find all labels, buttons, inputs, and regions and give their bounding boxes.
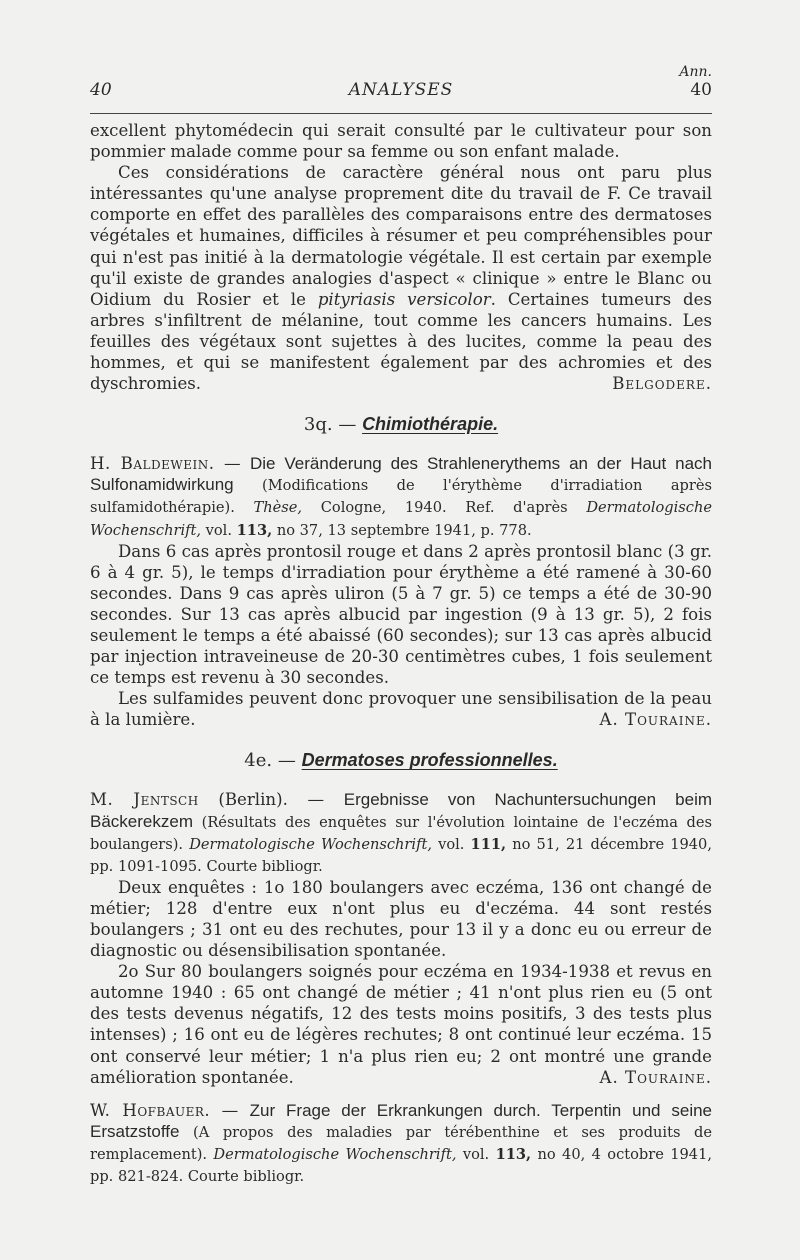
entry-citation: M. Jentsch (Berlin). — Ergebnisse von Nachuntersuchungen beim Bäckerekzem (Résultats des enquêtes sur l'évolution lointaine de l'eczéma des boulangers). Dermatologische Wochenschrift, vol. 111, no 51, 21 décembre 1940, pp. 1091-1095. Courte bibliogr. [90, 790, 713, 875]
german-title: Ergebnisse von Nachuntersuchungen beim Bäckerekzem [90, 790, 713, 831]
signature-touraine: A. Touraine. [599, 710, 712, 730]
author: H. Baldewein. [90, 454, 215, 474]
section-heading-dermatoses [90, 748, 712, 773]
german-title: Zur Frage der Erkrankungen durch. Terpentin und seine Ersatzstoffe [90, 1100, 712, 1141]
entry-paragraph: Deux enquêtes : 1o 180 boulangers avec eczéma, 136 ont changé de métier; 128 d'entre eux n'ont plus eu d'eczéma. 44 sont restés boulangers ; 31 ont eu des rechutes, pour 13 il y a donc eu ou erreur de diagnostic ou désensibilisation spontanée. [90, 877, 712, 961]
signature-touraine: A. Touraine. [599, 1067, 712, 1087]
entry-citation: H. Baldewein. — Die Veränderung des Strahlenerythems an der Haut nach Sulfonamidwirkung (Modifications de l'érythème d'irradiation après sulfamidothérapie). Thèse, Cologne, 1940. Ref. d'après Dermatologische Wochenschrift, vol. 113, no 37, 13 septembre 1941, p. 778. [90, 454, 712, 539]
italic-term: pityriasis versicolor [317, 289, 491, 309]
author: W. Hofbauer. [90, 1100, 211, 1120]
intro-paragraph-1: excellent phytomédecin qui serait consulté par le cultivateur pour son pommier malade comme pour sa femme ou son enfant malade. [90, 121, 712, 162]
entry-paragraph: 2o Sur 80 boulangers soignés pour eczéma en 1934-1938 et revus en automne 1940 : 65 ont changé de métier ; 41 n'ont plus rien eu (5 ont des tests devenus négatifs, 12 des tests moins positifs, 3 des tests plus intenses) ; 16 ont eu de légères rechutes; 8 ont continué leur eczéma. 15 ont conservé leur métier; 1 n'a plus rien eu; 2 ont montré une grande amélioration spontanée. A. Touraine. [90, 962, 712, 1087]
running-header [90, 80, 712, 106]
german-title: Die Veränderung des Strahlenerythems an der Haut nach Sulfonamidwirkung [90, 454, 712, 495]
entry-baldewein [90, 453, 712, 730]
entry-hofbauer [90, 1100, 712, 1187]
page-number-right: 40 [690, 80, 712, 100]
signature-belgodere: Belgodere. [612, 374, 712, 394]
entry-paragraph: Dans 6 cas après prontosil rouge et dans 2 après prontosil blanc (3 gr. 6 à 4 gr. 5), le temps d'irradiation pour érythème a été ramené à 30-60 secondes. Dans 9 cas après uliron (5 à 7 gr. 5) ce temps a été de 30-90 secondes. Sur 13 cas après albucid par ingestion (9 à 13 gr. 5), 2 fois seulement le temps a été abaissé (60 secondes); sur 13 cas après albucid par injection intraveineuse de 20-30 centimètres cubes, 1 fois seulement ce temps est revenu à 30 secondes. [90, 541, 712, 688]
section-number: 3q. — [303, 414, 357, 436]
entry-jentsch [90, 789, 712, 1087]
section-number: 4e. — [244, 750, 296, 772]
page-number-left: 40 [90, 80, 112, 100]
running-title: ANALYSES [348, 80, 454, 100]
section-title: Chimiothérapie. [362, 414, 499, 435]
entry-paragraph: Les sulfamides peuvent donc provoquer une sensibilisation de la peau à la lumière. A. Touraine. [90, 689, 712, 730]
marginal-annotation: Ann. [679, 64, 712, 80]
section-title: Dermatoses professionnelles. [301, 750, 558, 771]
intro-paragraph-2: Ces considérations de caractère général nous ont paru plus intéressantes qu'une analyse proprement dite du travail de F. Ce travail comporte en effet des parallèles des comparaisons entre des dermatoses végétales et humaines, difficiles à résumer et peu compréhensibles pour qui n'est pas initié à la dermatologie végétale. Il est certain par exemple qu'il existe de grandes analogies d'aspect « clinique » entre le Blanc ou Oidium du Rosier et le pityriasis versicolor. Certaines tumeurs des arbres s'infiltrent de mélanine, tout comme les cancers humains. Les feuilles des végétaux sont sujettes à des lucites, comme la peau des hommes, et qui se manifestent également par des achromies et des dyschromies. Belgodere. [90, 163, 712, 394]
section-heading-chimiotherapie [90, 412, 712, 437]
body-text [90, 120, 712, 1187]
author: M. Jentsch [90, 790, 199, 810]
header-rule [90, 113, 712, 114]
entry-citation: W. Hofbauer. — Zur Frage der Erkrankungen durch. Terpentin und seine Ersatzstoffe (A propos des maladies par térébenthine et ses produits de remplacement). Dermatologische Wochenschrift, vol. 113, no 40, 4 octobre 1941, pp. 821-824. Courte bibliogr. [90, 1100, 713, 1186]
